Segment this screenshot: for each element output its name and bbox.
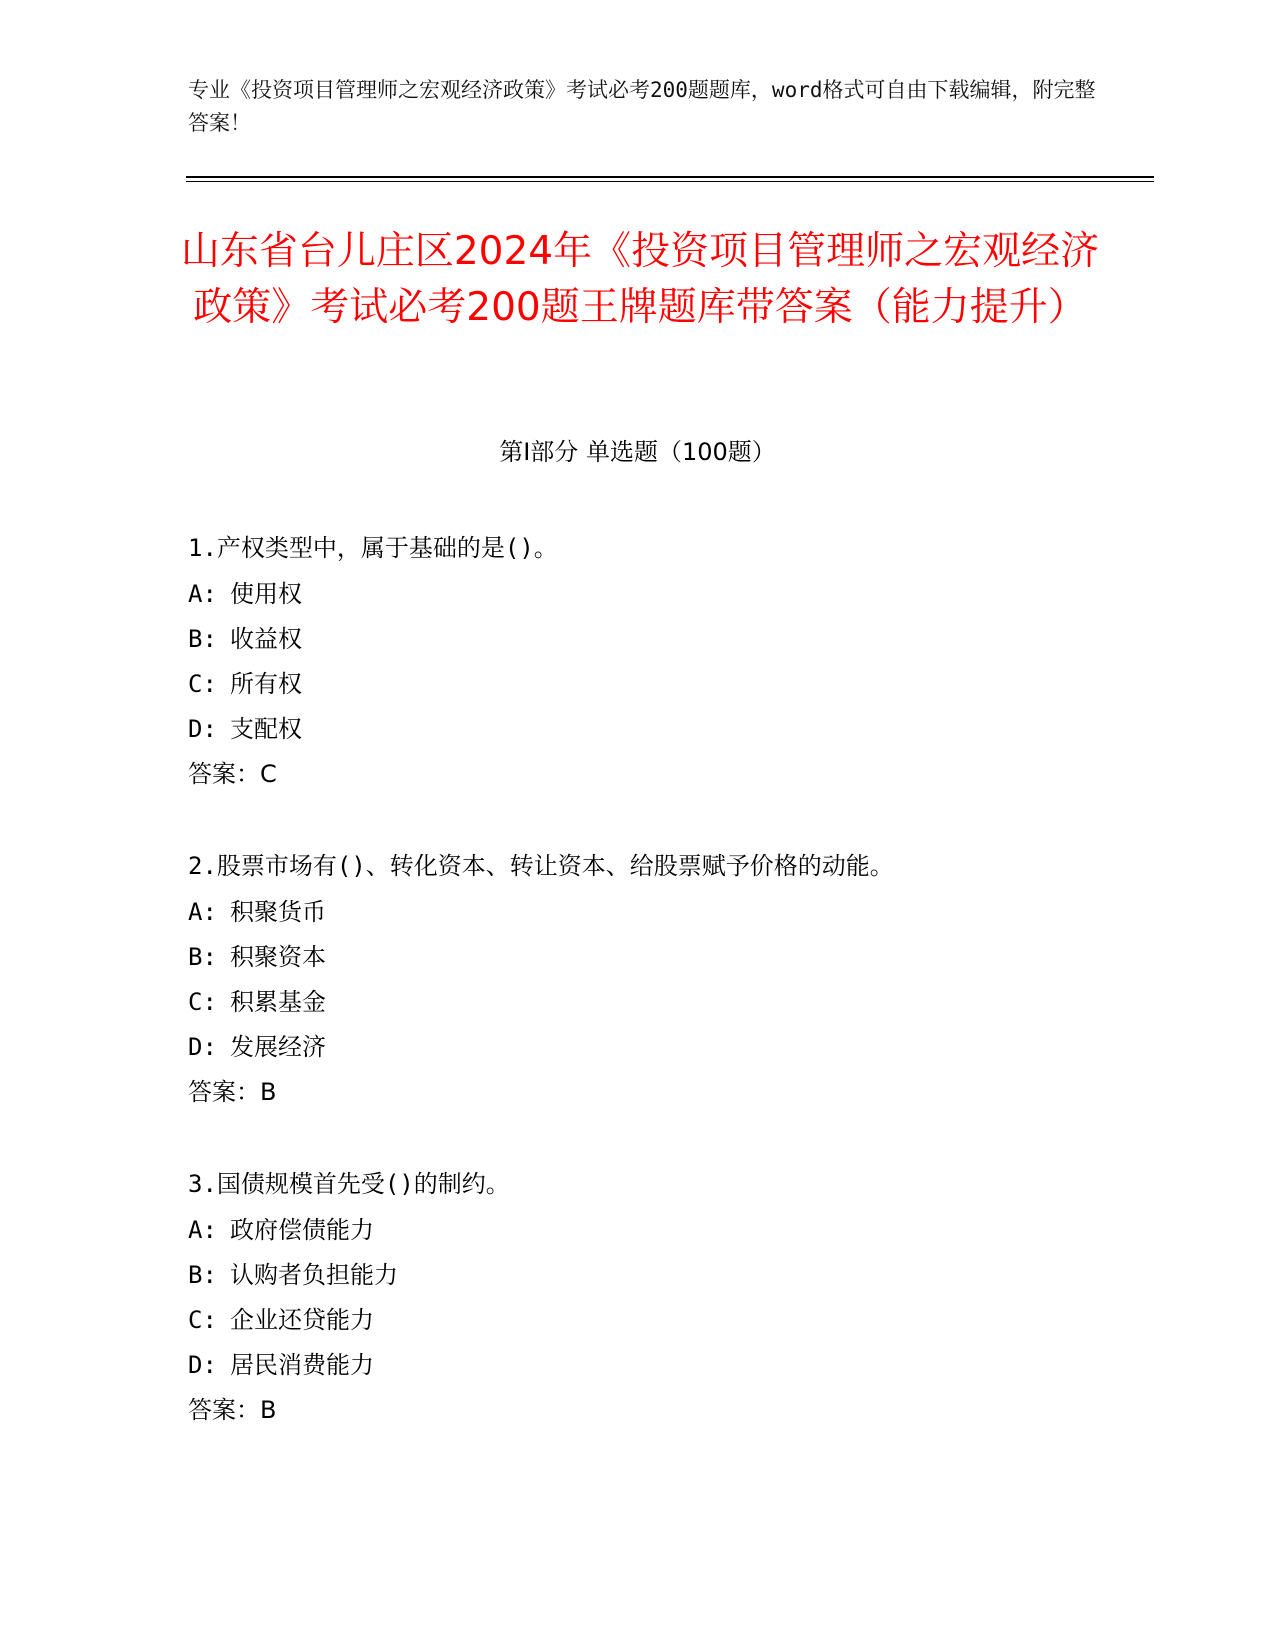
document-title: 山东省台儿庄区2024年《投资项目管理师之宏观经济政策》考试必考200题王牌题库带答案（能力提升）	[180, 229, 1100, 330]
option-letter: C:	[188, 1306, 217, 1334]
option-letter: A:	[188, 898, 217, 926]
header-divider-thick	[186, 176, 1154, 178]
option-text: 使用权	[230, 580, 302, 608]
answer-line: 答案：B	[188, 1078, 277, 1106]
option-letter: C:	[188, 988, 217, 1016]
option-letter: D:	[188, 1033, 217, 1061]
option-text: 政府偿债能力	[230, 1216, 374, 1244]
header-note: 专业《投资项目管理师之宏观经济政策》考试必考200题题库，word格式可自由下载编辑，附完整答案！	[188, 78, 1096, 135]
option-d	[188, 1029, 1168, 1074]
question-3	[188, 1166, 1168, 1484]
option-text: 积聚资本	[230, 943, 326, 971]
option-b	[188, 1257, 1168, 1302]
option-letter: C:	[188, 670, 217, 698]
question-list	[188, 530, 1168, 1484]
answer-line: 答案：C	[188, 760, 277, 788]
question-stem: 1.产权类型中，属于基础的是()。	[188, 534, 558, 562]
question-2	[188, 848, 1168, 1166]
header-divider-thin	[186, 181, 1154, 182]
option-text: 发展经济	[230, 1033, 326, 1061]
question-stem: 2.股票市场有()、转化资本、转让资本、给股票赋予价格的动能。	[188, 852, 894, 880]
option-letter: A:	[188, 580, 217, 608]
option-text: 积累基金	[230, 988, 326, 1016]
option-text: 积聚货币	[230, 898, 326, 926]
option-text: 收益权	[230, 625, 302, 653]
option-letter: B:	[188, 625, 217, 653]
option-text: 居民消费能力	[230, 1351, 374, 1379]
option-text: 所有权	[230, 670, 302, 698]
section-heading: 第I部分 单选题（100题）	[499, 438, 776, 466]
option-a	[188, 1212, 1168, 1257]
option-letter: D:	[188, 715, 217, 743]
option-b	[188, 621, 1168, 666]
question-stem: 3.国债规模首先受()的制约。	[188, 1170, 510, 1198]
option-d	[188, 711, 1168, 756]
option-a	[188, 576, 1168, 621]
option-a	[188, 894, 1168, 939]
option-d	[188, 1347, 1168, 1392]
option-c	[188, 984, 1168, 1029]
option-c	[188, 666, 1168, 711]
question-1	[188, 530, 1168, 848]
option-letter: A:	[188, 1216, 217, 1244]
option-c	[188, 1302, 1168, 1347]
option-letter: B:	[188, 943, 217, 971]
option-text: 企业还贷能力	[230, 1306, 374, 1334]
answer-line: 答案：B	[188, 1396, 277, 1424]
option-b	[188, 939, 1168, 984]
option-letter: D:	[188, 1351, 217, 1379]
option-letter: B:	[188, 1261, 217, 1289]
option-text: 认购者负担能力	[230, 1261, 398, 1289]
option-text: 支配权	[230, 715, 302, 743]
